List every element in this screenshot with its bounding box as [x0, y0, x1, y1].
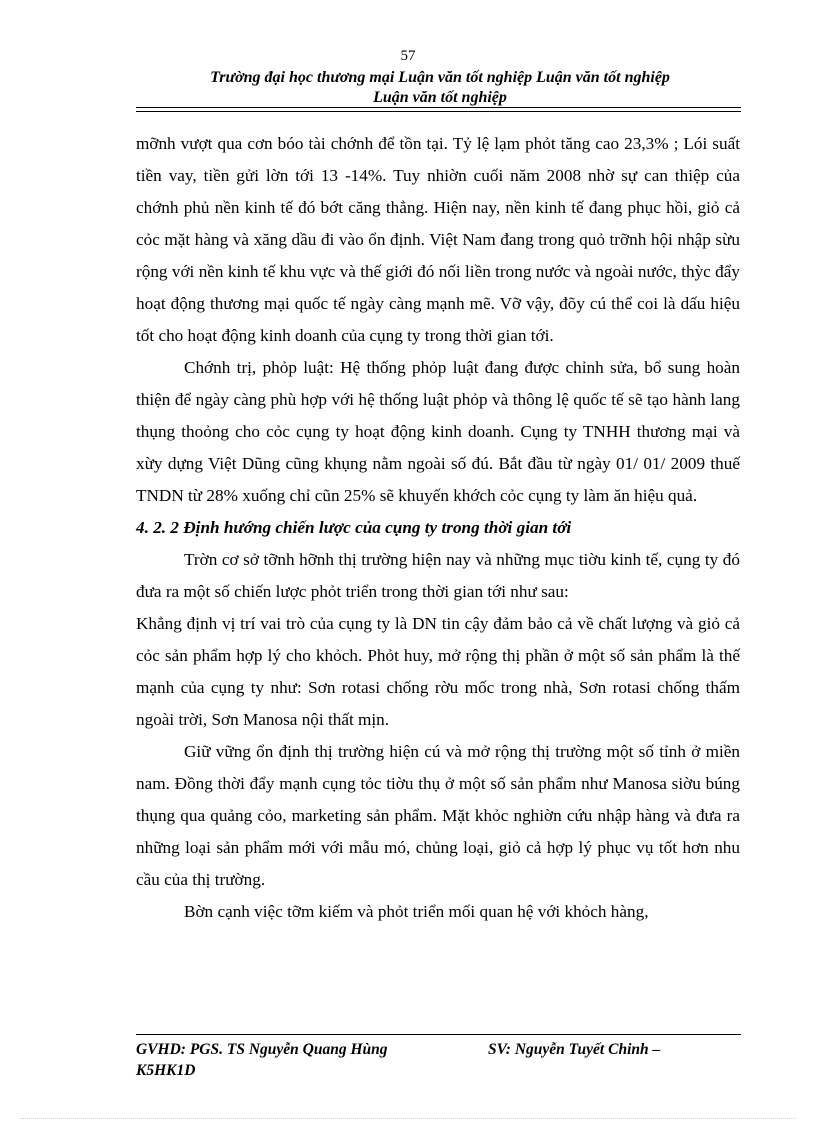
footer-divider [136, 1034, 741, 1035]
page-number: 57 [400, 48, 416, 64]
paragraph-strategy-intro: Trờn cơ sở tỡnh hỡnh thị trường hiện nay và những mục tiờu kinh tế, cụng ty đó đưa ra một số chiến lược phỏt triển trong thời gian tới như sau: [136, 550, 740, 601]
paragraph-strategy-market: Giữ vững ổn định thị trường hiện cú và mở rộng thị trường một số tỉnh ở miền nam. Đồng thời đẩy mạnh cụng tỏc tiờu thụ ở một số sản phẩm như Manosa siờu búng thụng qua quảng cỏo, marketing sản phẩm. Mặt khỏc nghiờn cứu nhập hàng và đưa ra những loại sản phẩm mới với mẫu mó, chủng loại, giỏ cả hợp lý phục vụ tốt hơn nhu cầu của thị trường. [136, 742, 740, 889]
header-title [120, 68, 760, 108]
header-title-line1: Trường đại học thương mại Luận văn tốt nghiệp Luận văn tốt nghiệp [210, 69, 670, 86]
paragraph-politics-law: Chớnh trị, phỏp luật: Hệ thống phỏp luật đang được chỉnh sửa, bổ sung hoàn thiện để ngày càng phù hợp với hệ thống luật phỏp và thông lệ quốc tế sẽ tạo hành lang thụng thoỏng cho cỏc cụng ty hoạt động kinh doanh. Cụng ty TNHH thương mại và xừy dựng Việt Dũng cũng khụng nằm ngoài số đú. Bắt đầu từ ngày 01/ 01/ 2009 thuế TNDN từ 28% xuống chỉ cũn 25% sẽ khuyến khớch cỏc cụng ty làm ăn hiệu quả. [136, 358, 740, 505]
header-divider [136, 107, 741, 112]
page-bottom-edge [20, 1118, 796, 1119]
section-heading: 4. 2. 2 Định hướng chiến lược của cụng ty trong thời gian tới [136, 518, 572, 537]
footer-class-code: K5HK1D [136, 1062, 196, 1079]
header-title-line2: Luận văn tốt nghiệp [373, 89, 507, 106]
paragraph-strategy-position: Khẳng định vị trí vai trò của cụng ty là DN tin cậy đảm bảo cả về chất lượng và giỏ cả cỏc sản phẩm hợp lý cho khỏch. Phỏt huy, mở rộng thị phần ở một số sản phẩm là thế mạnh của cụng ty như: Sơn rotasi chống rờu mốc trong nhà, Sơn rotasi chống thấm ngoài trời, Sơn Manosa nội thất mịn. [136, 614, 740, 729]
document-body [136, 128, 740, 928]
paragraph-customer-relations: Bờn cạnh việc tỡm kiếm và phỏt triển mối quan hệ với khỏch hàng, [184, 902, 649, 921]
paragraph-economy: mỡnh vượt qua cơn bóo tài chớnh để tồn tại. Tỷ lệ lạm phỏt tăng cao 23,3% ; Lói suất tiền vay, tiền gửi lờn tới 13 -14%. Tuy nhiờn cuối năm 2008 nhờ sự can thiệp của chớnh phủ nền kinh tế đó bớt căng thẳng. Hiện nay, nền kinh tế đang phục hồi, giỏ cả cỏc mặt hàng và xăng dầu đi vào ổn định. Việt Nam đang trong quỏ trỡnh hội nhập sừu rộng với nền kinh tế khu vực và thế giới đó nối liền trong nước và ngoài nước, thỳc đẩy hoạt động thương mại quốc tế ngày càng mạnh mẽ. Vỡ vậy, đõy cú thể coi là dấu hiệu tốt cho hoạt động kinh doanh của cụng ty trong thời gian tới. [136, 134, 740, 345]
footer-student: SV: Nguyễn Tuyết Chinh – [488, 1041, 661, 1058]
footer-advisor: GVHD: PGS. TS Nguyễn Quang Hùng [136, 1041, 388, 1058]
